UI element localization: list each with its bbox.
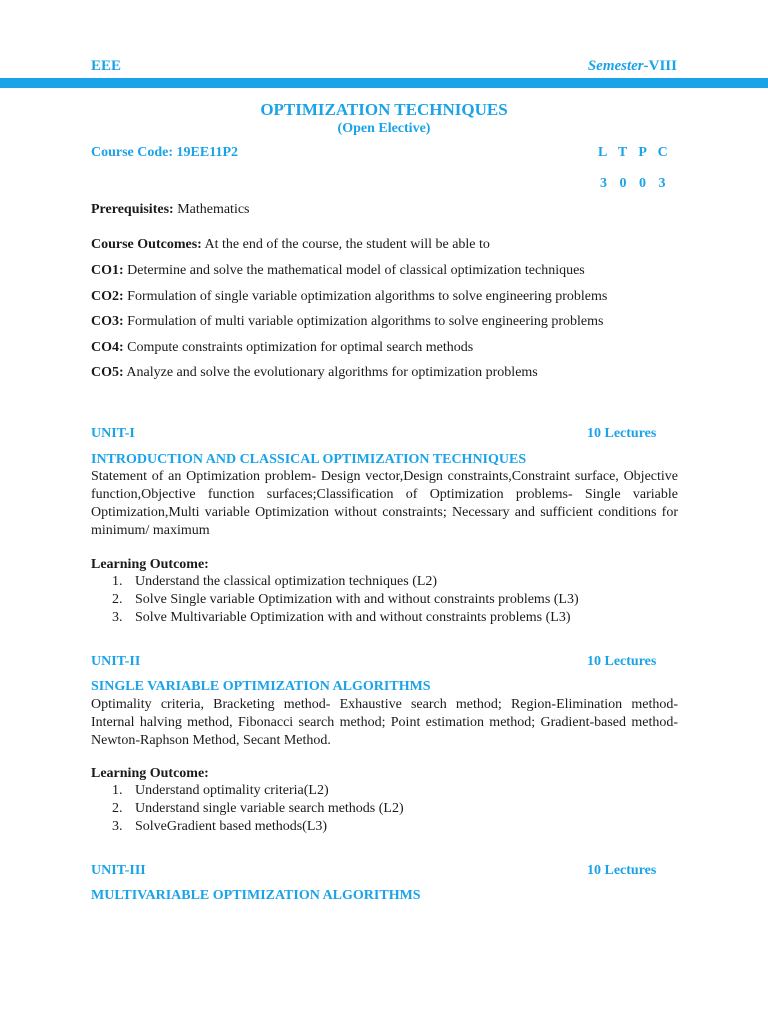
unit-1-lectures: 10 Lectures (587, 426, 657, 441)
semester-label (588, 58, 677, 75)
co-text: Formulation of multi variable optimization algorithms to solve engineering problems (123, 314, 604, 329)
item-number: 1. (112, 783, 123, 798)
ltpc-values: 3 0 0 3 (600, 176, 666, 191)
unit-1-learning-outcome-label: Learning Outcome: (91, 557, 209, 572)
co-text: Determine and solve the mathematical model of classical optimization techniques (123, 263, 585, 278)
learning-outcome-item (112, 819, 327, 835)
co-item (91, 314, 603, 330)
item-number: 3. (112, 819, 123, 834)
semester-prefix: Semester- (587, 58, 649, 74)
course-subtitle: (Open Elective) (337, 121, 431, 136)
unit-3-label: UNIT-III (91, 863, 146, 878)
item-text: Understand the classical optimization techniques (L2) (135, 574, 438, 589)
item-text: SolveGradient based methods(L3) (135, 819, 328, 834)
co-item (91, 340, 473, 356)
course-title: OPTIMIZATION TECHNIQUES (260, 100, 508, 119)
header-rule (0, 78, 768, 88)
prerequisites (91, 202, 250, 218)
unit-3-lectures: 10 Lectures (587, 863, 657, 878)
prerequisites-value: Mathematics (173, 202, 250, 217)
co-code: CO2: (91, 289, 124, 304)
semester-value: VIII (648, 58, 677, 74)
co-item (91, 365, 538, 381)
learning-outcome-item (112, 610, 570, 626)
course-outcomes-label: Course Outcomes: (91, 237, 202, 252)
co-item (91, 263, 585, 279)
item-number: 2. (112, 592, 123, 607)
unit-2-body: Optimality criteria, Bracketing method- Exhaustive search method; Region-Elimination method- Internal halving method, Fibonacci search method; Point estimation method; Gradient-based method- Newton-Raphson Method, Secant Method. (91, 697, 678, 748)
unit-1-body: Statement of an Optimization problem- Design vector,Design constraints,Constraint surface, Objective function,Objective function surfaces;Classification of Optimization problems- Single variable Optimization,Multi variable Optimization without constraints; Necessary and sufficient conditions for minimum/ maximum (91, 469, 678, 538)
item-text: Understand single variable search methods (L2) (135, 801, 404, 816)
co-item (91, 289, 607, 305)
ltpc-labels: L T P C (598, 145, 668, 160)
prerequisites-label: Prerequisites: (91, 202, 174, 217)
item-number: 1. (112, 574, 123, 589)
item-number: 3. (112, 610, 123, 625)
learning-outcome-item (112, 801, 404, 817)
course-outcomes-intro (91, 237, 490, 253)
co-code: CO4: (91, 340, 124, 355)
unit-3-title: MULTIVARIABLE OPTIMIZATION ALGORITHMS (91, 888, 421, 903)
co-text: Formulation of single variable optimization algorithms to solve engineering problems (123, 289, 608, 304)
learning-outcome-item (112, 574, 437, 590)
unit-1-label: UNIT-I (91, 426, 135, 441)
co-code: CO1: (91, 263, 124, 278)
course-code: Course Code: 19EE11P2 (91, 145, 238, 160)
unit-2-lectures: 10 Lectures (587, 654, 657, 669)
unit-2-title: SINGLE VARIABLE OPTIMIZATION ALGORITHMS (91, 679, 431, 694)
co-text: Compute constraints optimization for optimal search methods (123, 340, 474, 355)
co-code: CO5: (91, 365, 124, 380)
unit-2-label: UNIT-II (91, 654, 141, 669)
co-text: Analyze and solve the evolutionary algorithms for optimization problems (123, 365, 538, 380)
item-text: Solve Single variable Optimization with and without constraints problems (L3) (135, 592, 579, 607)
co-code: CO3: (91, 314, 124, 329)
course-outcomes-text: At the end of the course, the student will be able to (201, 237, 490, 252)
item-number: 2. (112, 801, 123, 816)
item-text: Understand optimality criteria(L2) (135, 783, 329, 798)
item-text: Solve Multivariable Optimization with and without constraints problems (L3) (135, 610, 571, 625)
learning-outcome-item (112, 592, 579, 608)
learning-outcome-item (112, 783, 329, 799)
department-label: EEE (91, 58, 122, 74)
unit-1-title: INTRODUCTION AND CLASSICAL OPTIMIZATION TECHNIQUES (91, 452, 527, 467)
unit-2-learning-outcome-label: Learning Outcome: (91, 766, 209, 781)
